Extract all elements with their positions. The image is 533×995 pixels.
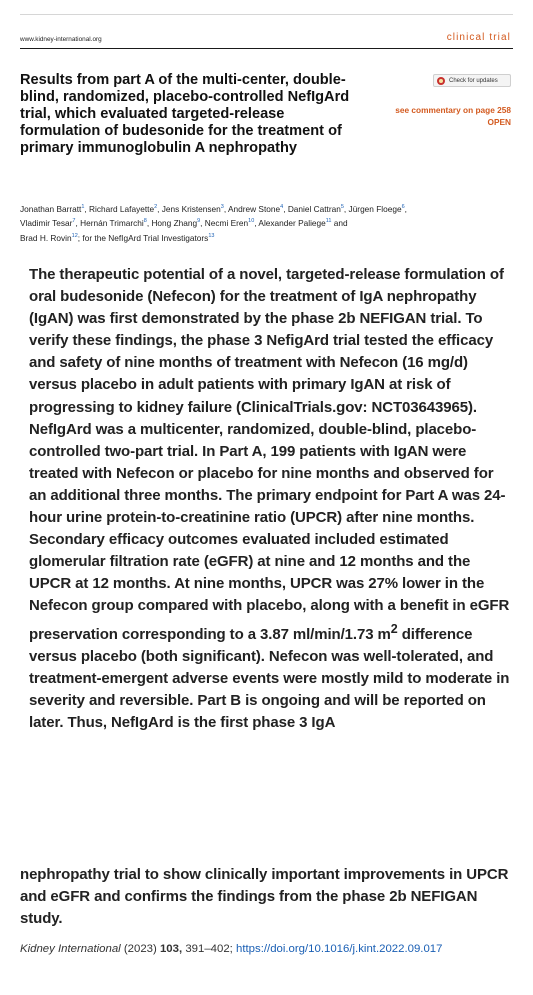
article-title: Results from part A of the multi-center, double-blind, randomized, placebo-controlled NefIgArd trial, which evaluated targeted-release formulation of budesonide for the treatment of primary immunoglobulin A nephropathy [20, 72, 350, 156]
open-access-label: OPEN [487, 117, 511, 127]
affiliation-link[interactable]: 10 [248, 218, 255, 225]
author-name: Jonathan Barratt [20, 203, 82, 214]
abstract-part-2: difference versus placebo (both significant). Nefecon was well-tolerated, and treatment-emergent adverse events were mostly mild to moderate in severity and reversible. Part B is ongoing and will be reported on later. Thus, NefIgArd is the first phase 3 IgA [29, 625, 510, 731]
journal-name: Kidney International [20, 943, 121, 955]
author-name: Jürgen Floege [348, 203, 402, 214]
section-label: clinical trial [446, 32, 511, 43]
affiliation-link[interactable]: 8 [143, 218, 147, 225]
author-name: Daniel Cattran [287, 203, 341, 214]
affiliation-link[interactable]: 7 [72, 218, 76, 225]
affiliation-link[interactable]: 13 [208, 232, 215, 239]
author-name: Brad H. Rovin [20, 232, 72, 243]
abstract-part-1: The therapeutic potential of a novel, targeted-release formulation of oral budesonide (Nefecon) for the treatment of IgA nephropathy (IgAN) was first demonstrated by the phase 2b NEFIGAN trial. To verify these findings, the phase 3 NefigArd trial tested the efficacy and safety of nine months of treatment with Nefecon (16 mg/d) versus placebo in adult patients with primary IgAN at risk of progressing to kidney failure (ClinicalTrials.gov: NCT03643965). NefIgArd was a multicenter, randomized, double-blind, placebo-controlled two-part trial. In Part A, 199 patients with IgAN were treated with Nefecon or placebo for nine months and observed for an additional three months. The primary endpoint for Part A was 24-hour urine protein-to-creatinine ratio (UPCR) after nine months. Secondary efficacy outcomes evaluated included estimated glomerular filtration rate (eGFR) at nine and 12 months and the UPCR at 12 months. At nine months, UPCR was 27% lower in the Nefecon group compared with placebo, along with a benefit in eGFR preservation corresponding to a 3.87 ml/min/1.73 m [29, 266, 510, 643]
affiliation-link[interactable]: 1 [81, 204, 85, 210]
affiliation-link[interactable]: 11 [325, 218, 332, 225]
site-link[interactable]: www.kidney-international.org [20, 36, 102, 43]
check-for-updates-label: Check for updates [449, 77, 498, 84]
check-for-updates-button[interactable] [433, 74, 511, 87]
author-name: Andrew Stone [228, 203, 281, 214]
affiliation-link[interactable]: 3 [220, 204, 224, 210]
affiliation-link[interactable]: 6 [401, 204, 405, 210]
author-list: Jonathan Barratt$^1$, Richard Lafayette$^2$, Jens Kristensen$^3$, Andrew Stone$^4$, Daniel Cattran$^5$, Jürgen Floege$^6$, Vladimir Tesar$^7$, Hernán Trimarchi$^8$, Hong Zhang$^9$, Necmi Eren$^{10}$, Alexander Paliege$^{11}$ and Brad H. Rovin$^{12}$; for the NefIgArd Trial Investigators$^{13}$ [20, 203, 407, 243]
author-name: Richard Lafayette [89, 203, 155, 214]
citation-pages: 391–402; [185, 943, 233, 955]
author-name: Necmi Eren [204, 218, 249, 229]
affiliation-link[interactable]: 12 [71, 232, 78, 239]
affiliation-link[interactable]: 5 [340, 204, 344, 210]
affiliation-link[interactable]: 2 [154, 204, 158, 210]
affiliation-link[interactable]: 4 [280, 204, 284, 210]
author-name: Vladimir Tesar [20, 218, 73, 229]
author-name: Alexander Paliege [258, 218, 326, 229]
crossmark-icon [437, 77, 445, 85]
author-group: for the NefIgArd Trial Investigators [82, 232, 209, 243]
abstract-continued: nephropathy trial to show clinically important improvements in UPCR and eGFR and confirms the findings from the phase 2b NEFIGAN study. [20, 866, 509, 928]
citation [20, 940, 516, 958]
commentary-note [395, 104, 511, 128]
author-name: Hong Zhang [151, 218, 198, 229]
affiliation-link[interactable]: 9 [197, 218, 201, 225]
citation-year: (2023) [123, 943, 157, 955]
abstract-text [29, 264, 513, 734]
author-name: Jens Kristensen [161, 203, 221, 214]
abstract-superscript: 2 [390, 621, 398, 636]
commentary-link[interactable]: see commentary on page 258 [395, 105, 511, 115]
citation-volume: 103, [159, 943, 183, 955]
author-name: Hernán Trimarchi [80, 218, 144, 229]
top-divider [20, 14, 513, 15]
doi-link[interactable]: https://doi.org/10.1016/j.kint.2022.09.017 [236, 943, 443, 955]
header-divider [20, 48, 513, 49]
